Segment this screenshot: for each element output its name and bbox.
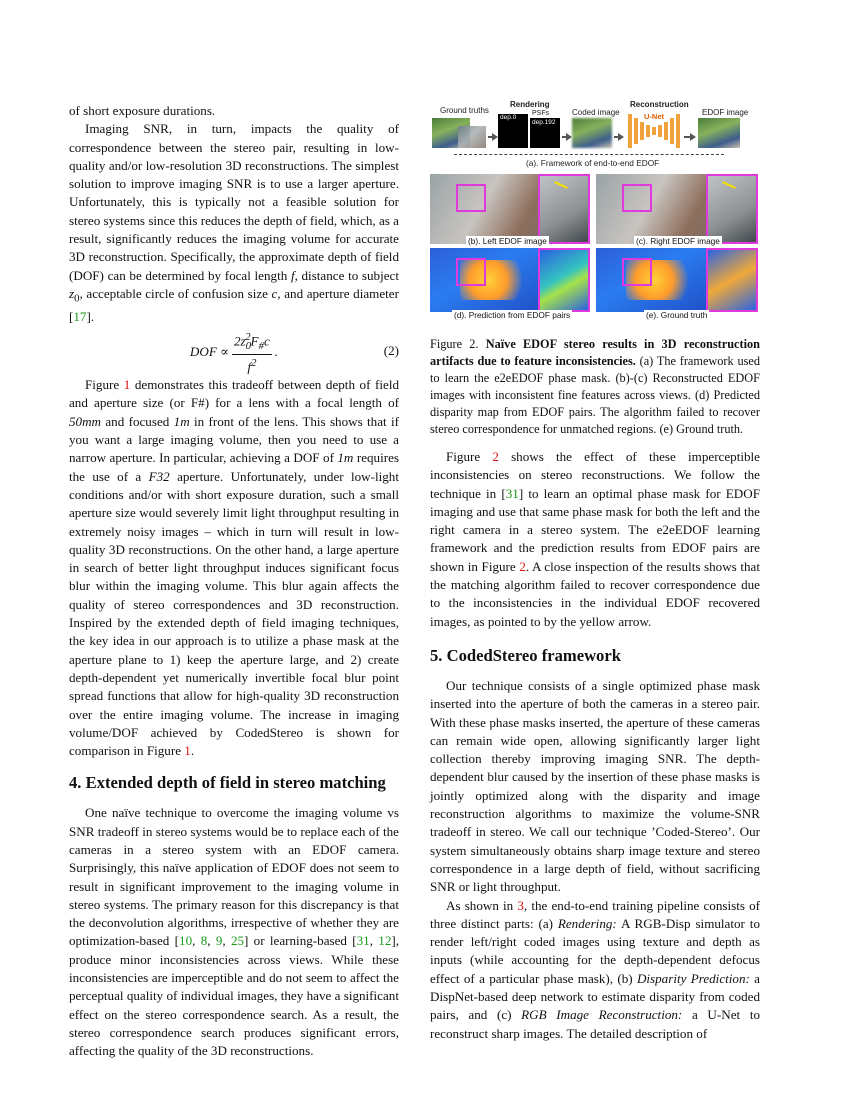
citation-link[interactable]: 17: [73, 308, 87, 324]
label-a: (a). Framework of end-to-end EDOF: [526, 158, 660, 168]
coded-image: [572, 118, 612, 148]
section-heading-5: 5. CodedStereo framework: [430, 645, 621, 665]
label-coded-image: Coded image: [572, 108, 620, 117]
equation-number: (2): [383, 343, 399, 359]
citation-link[interactable]: 25: [230, 933, 245, 949]
paragraph-continuation: of short exposure durations.: [69, 103, 216, 118]
citation-link[interactable]: 10: [179, 933, 193, 949]
label-psfs: PSFs: [532, 110, 550, 117]
feedback-loop: [454, 154, 724, 155]
figure-2-caption: Figure 2. Naïve EDOF stereo results in 3D reconstruction artifacts due to feature inconsistencies. (a) The framework used to learn the e2eEDOF phase mask. (b)-(c) Reconstructed EDOF images with inconsistent fine features across views. (d) Predicted disparity map from EDOF pairs. The algorithm failed to recover stereo correspondence for unmatched regions. (e) Ground truth.: [430, 337, 760, 436]
zoom-box: [622, 184, 652, 212]
paragraph-pipeline: As shown in 3, the end-to-end training pipeline consists of three distinct parts: (a) Rendering: A RGB-Disp simulator to render left/right coded images using texture and depth as inputs (while accounting for the depth-dependent defocus effect of a particular phase mask), (b) Disparity Prediction: a DispNet-based deep network to estimate disparity from coded pairs, and (c) RGB Image Reconstruction: a U-Net to reconstruct sharp images. The detailed description of: [430, 897, 761, 1041]
paragraph-tradeoff: Figure 1 demonstrates this tradeoff between depth of field and aperture size (or F#) for a lens with a focal length of 50mm and focused 1m in front of the lens. This shows that if you want a large imaging volume, then you need to use a narrow aperture. In particular, achieving a DOF of 1m requires the use of a F32 aperture. Unfortunately, under low-light conditions and/or with short exposure duration, such a small aperture size would severely limit light throughput resulting in extremely noisy images – which in turn will result in low-quality 3D reconstructions. On the other hand, a large aperture in search of better light throughput induces significant focus blur within the imaging volume. This blur again affects the quality of stereo correspondences and 3D reconstruction. Inspired by the extended depth of field imaging techniques, the key idea in our approach is to utilize a phase mask at the aperture plane to 1) keep the aperture large, and 2) create depth-dependent yet numerically invertible focal blur point spread functions that allow for high-quality 3D reconstruction over the entire imaging volume. The increase in imaging volume/DOF achieved by CodedStereo is shown for comparison in Figure 1.: [69, 377, 399, 759]
arrow: [488, 136, 496, 138]
paragraph-naive-edof: One naïve technique to overcome the imaging volume vs SNR tradeoff in stereo systems would be to replace each of the cameras in a stereo system with an EDOF camera. Surprisingly, this naïve application of EDOF does not seem to result in significant improvement to the imaging volume in stereo systems. The primary reason for this discrepancy is that the deconvolution algorithms, irrespective of whether they are optimization-based [10, 8, 9, 25] or learning-based [31, 12], produce minor inconsistencies across views. While these inconsistencies are imperceptible and do not seem to affect the perceptual quality of individual images, they have a significant effect on the stereo correspondence search. As a result, the stereo correspondence search produces significant errors, affecting the quality of the 3D reconstructions.: [69, 805, 400, 1059]
figure-link[interactable]: 2: [519, 558, 526, 574]
citation-link[interactable]: 31: [505, 485, 519, 501]
figure-link[interactable]: 1: [184, 743, 191, 759]
left-column: [69, 102, 399, 1061]
citation-link[interactable]: 12: [378, 933, 392, 949]
citation-link[interactable]: 9: [215, 933, 223, 949]
left-edof-image: [430, 174, 590, 244]
label-ground-truths: Ground truths: [440, 106, 489, 115]
section-heading-4: 4. Extended depth of field in stereo matching: [69, 773, 386, 793]
arrow: [614, 136, 622, 138]
disparity-ground-truth: [596, 248, 758, 312]
paragraph-figure2-effect: Figure 2 shows the effect of these imperceptible inconsistencies on stereo reconstructions. We follow the technique in [31] to learn an optimal phase mask for EDOF imaging and use that same phase mask for both the left and the right camera in a stereo system. The e2eEDOF learning framework and the prediction results from EDOF pairs are shown in Figure 2. A close inspection of the results shows that the matching algorithm failed to recover correspondence due to the inconsistencies in the individual EDOF recovered images, as pointed to by the yellow arrow.: [430, 449, 760, 629]
label-b: (b). Left EDOF image: [468, 236, 547, 246]
arrow: [684, 136, 694, 138]
edof-image: [698, 118, 740, 148]
citation-link[interactable]: 31: [356, 933, 370, 949]
label-edof-image: EDOF image: [702, 108, 749, 117]
label-dep0: dep.0: [500, 114, 517, 121]
citation-link[interactable]: 8: [200, 933, 208, 949]
zoom-box: [456, 184, 486, 212]
figure-link[interactable]: 1: [123, 377, 131, 393]
disparity-prediction: [430, 248, 590, 312]
zoom-box: [456, 258, 486, 286]
label-reconstruction: Reconstruction: [630, 100, 689, 109]
figure-link[interactable]: 2: [492, 449, 499, 464]
figure-2: [428, 96, 764, 321]
label-c: (c). Right EDOF image: [636, 236, 720, 246]
label-rendering: Rendering: [510, 100, 550, 109]
arrow: [562, 136, 570, 138]
zoom-inset: [706, 248, 758, 312]
ground-truth-depth: [458, 126, 486, 148]
zoom-box: [622, 258, 652, 286]
zoom-inset: [538, 248, 590, 312]
label-e: (e). Ground truth: [646, 310, 708, 320]
right-column: [430, 448, 760, 1043]
paragraph-snr: Imaging SNR, in turn, impacts the quality of correspondence between the stereo pair, resulting in low-quality and/or low-resolution 3D reconstructions. The simplest solution to improve imaging SNR is to use a larger aperture. Unfortunately, this is typically not a feasible solution for stereo systems since this reduces the depth of field, which, as a result, significantly reduces the imaging volume for accurate 3D reconstruction. Specifically, the approximate depth of field (DOF) can be determined by focal length f, distance to subject $z_0$, acceptable circle of confusion size c, and aperture diameter [17].: [69, 121, 399, 324]
label-d: (d). Prediction from EDOF pairs: [454, 310, 571, 320]
paragraph-technique: Our technique consists of a single optimized phase mask inserted into the aperture of both the cameras in a stereo pair. With these phase masks inserted, the aperture of these cameras can remain wide open, allowing significantly larger light collection thereby improving imaging SNR. The depth-dependent blur caused by the insertion of these phase masks is jointly optimized along with the disparity and image reconstruction algorithms to maximize the volume-SNR tradeoff in stereo. We call our technique ’Coded-Stereo’. Our system simultaneously obtains sharp image texture and stereo correspondence in a large depth of field, without sacrificing SNR or light throughput.: [430, 677, 760, 895]
label-unet: U-Net: [644, 112, 664, 121]
equation-dof: DOF ∝ $\frac{2z_0^2F_{\#}c}{f^2}$ . (2): [189, 330, 399, 375]
label-dep192: dep.192: [532, 119, 556, 126]
right-edof-image: [596, 174, 758, 244]
figure-link[interactable]: 3: [517, 897, 524, 913]
